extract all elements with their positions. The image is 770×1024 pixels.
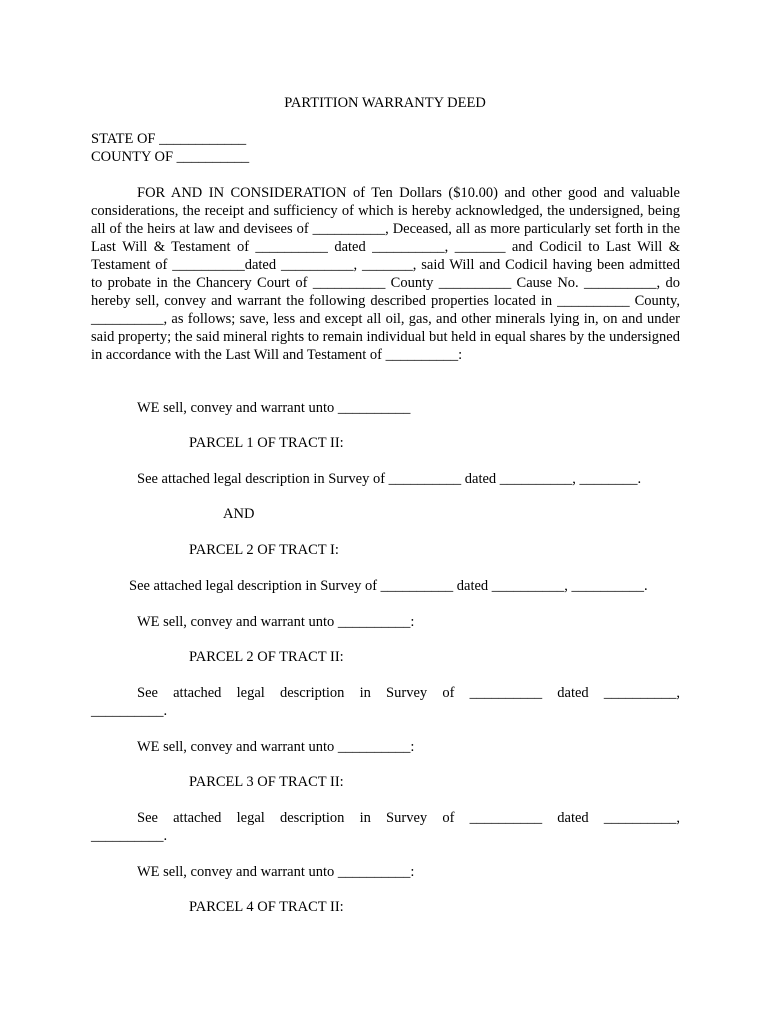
survey-line-2: See attached legal description in Survey of __________ dated __________, __________. [129,578,648,594]
document-title: PARTITION WARRANTY DEED [284,95,486,111]
parcel-2-tract-2-heading: PARCEL 2 OF TRACT II: [189,649,344,665]
convey-line-2: WE sell, convey and warrant unto __________: [137,614,415,630]
survey-line-1: See attached legal description in Survey of __________ dated __________, ________. [137,471,642,487]
convey-line-4: WE sell, convey and warrant unto __________: [137,864,415,880]
convey-line-3: WE sell, convey and warrant unto __________: [137,739,415,755]
consideration-paragraph: FOR AND IN CONSIDERATION of Ten Dollars ($10.00) and other good and valuable considerations, the receipt and sufficiency of which is hereby acknowledged, the undersigned, being all of the heirs at law and devisees of __________, Deceased, all as more particularly set forth in the Last Will & Testament of __________ dated __________, _______ and Codicil to Last Will & Testament of __________dated __________, _______, said Will and Codicil having been admitted to probate in the Chancery Court of __________ County __________ Cause No. __________, do hereby sell, convey and warrant the following described properties located in __________ County, __________, as follows; save, less and except all oil, gas, and other minerals lying in, on and under said property; the said mineral rights to remain individual but held in equal shares by the undersigned in accordance with the Last Will and Testament of __________: [91,185,680,363]
convey-line-1: WE sell, convey and warrant unto __________ [137,400,411,416]
and-text: AND [223,506,255,522]
county-line: COUNTY OF __________ [91,149,250,165]
parcel-4-tract-2-heading: PARCEL 4 OF TRACT II: [189,899,344,915]
survey-line-3: See attached legal description in Survey of __________ dated __________, __________. [91,685,680,719]
state-line: STATE OF ____________ [91,131,247,147]
parcel-2-tract-1-heading: PARCEL 2 OF TRACT I: [189,542,339,558]
survey-line-4: See attached legal description in Survey of __________ dated __________, __________. [91,810,680,844]
parcel-1-tract-2-heading: PARCEL 1 OF TRACT II: [189,435,344,451]
parcel-3-tract-2-heading: PARCEL 3 OF TRACT II: [189,774,344,790]
